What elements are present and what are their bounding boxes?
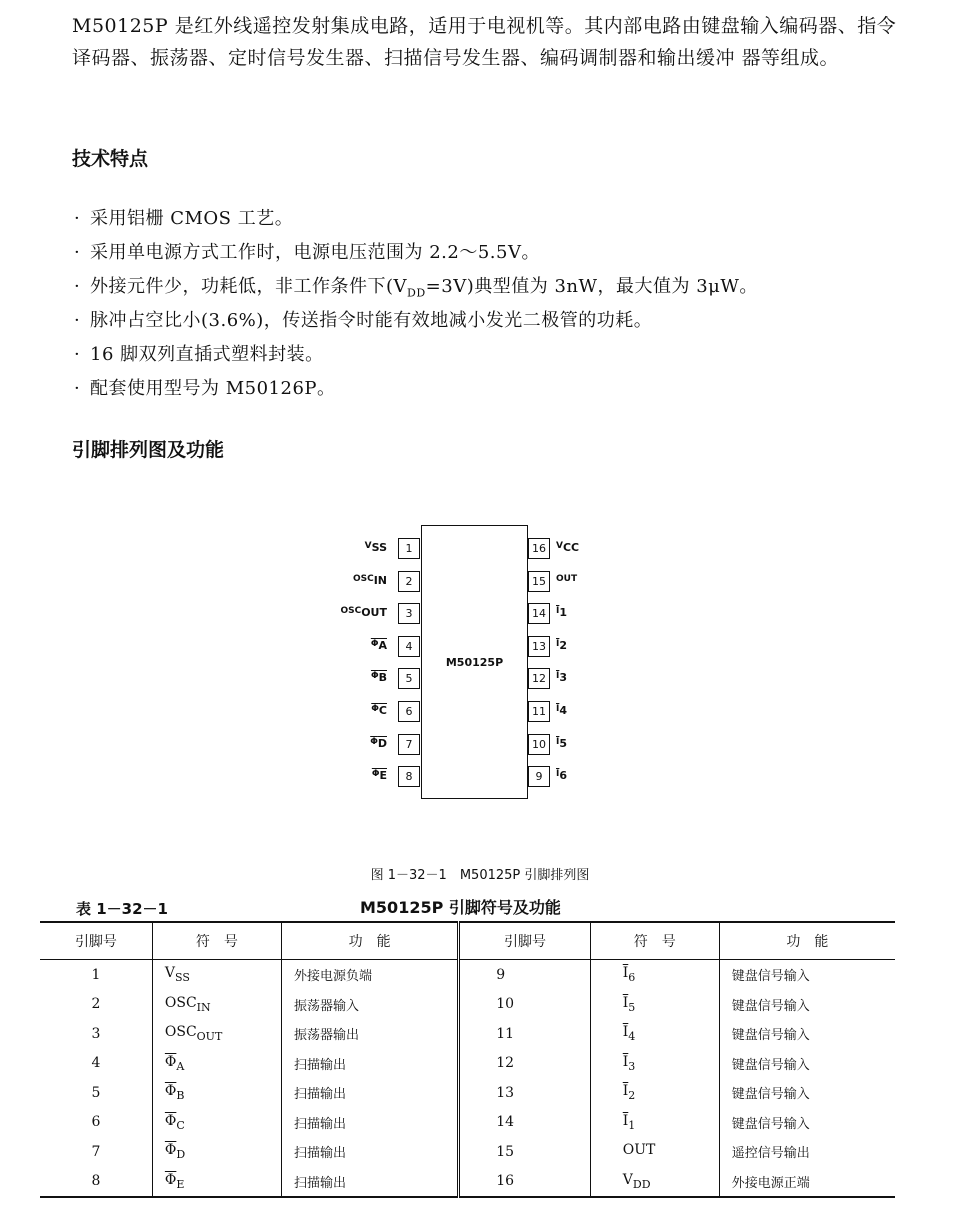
- pin-number-box: 12: [528, 668, 550, 689]
- pin-label: $V_{SS}$: [364, 541, 387, 554]
- cell-function-2: 键盘信号输入: [719, 960, 895, 990]
- intro-paragraph: M50125P 是红外线遥控发射集成电路，适用于电视机等。其内部电路由键盘输入编码器、指令译码器、振荡器、定时信号发生器、扫描信号发生器、编码调制器和输出缓冲 器等组成。: [72, 15, 897, 69]
- pin-number-box: 3: [398, 603, 420, 624]
- col-header-pin: 引脚号: [40, 922, 152, 960]
- cell-function-2: 键盘信号输入: [719, 990, 895, 1020]
- pin-number-box: 7: [398, 734, 420, 755]
- col-header-symbol-2: 符 号: [590, 922, 719, 960]
- feature-list: [74, 202, 758, 406]
- pin-number-box: 13: [528, 636, 550, 657]
- cell-function-2: 键盘信号输入: [719, 1108, 895, 1138]
- col-header-function: 功 能: [281, 922, 458, 960]
- cell-symbol: $\overline{\Phi}_B$: [152, 1078, 281, 1108]
- cell-function: 振荡器输出: [281, 1019, 458, 1049]
- pin-label: $OSC_{OUT}$: [340, 606, 387, 620]
- cell-symbol: $\overline{\Phi}_C$: [152, 1108, 281, 1138]
- cell-pin: 6: [91, 1114, 101, 1131]
- list-item: · 外接元件少，功耗低，非工作条件下$(V_{DD}=3V)$典型值为 3nW，最大值为 3μW。: [74, 276, 758, 300]
- cell-function-2: 外接电源正端: [719, 1167, 895, 1198]
- cell-symbol-2: $V_{DD}$: [590, 1167, 719, 1198]
- pin-label: $\overline{I}_1$: [556, 606, 568, 620]
- cell-function: 扫描输出: [281, 1049, 458, 1079]
- pin-number-box: 4: [398, 636, 420, 657]
- cell-pin-2: 12: [459, 1049, 591, 1079]
- pin-number-box: 16: [528, 538, 550, 559]
- pin-label: $\overline{I}_6$: [556, 769, 568, 783]
- cell-symbol: $V_{SS}$: [152, 960, 281, 990]
- cell-pin-2: 10: [459, 990, 591, 1020]
- cell-function: 扫描输出: [281, 1137, 458, 1167]
- table-number: 表 1－32－1: [76, 900, 168, 918]
- pin-number-box: 11: [528, 701, 550, 722]
- list-item: · 配套使用型号为 M50126P。: [74, 378, 336, 399]
- list-item: · 脉冲占空比小(3.6%)，传送指令时能有效地减小发光二极管的功耗。: [74, 310, 653, 331]
- list-item: · 采用单电源方式工作时，电源电压范围为 2.2～5.5V。: [74, 242, 540, 263]
- cell-symbol-2: $\overline{I}_4$: [590, 1019, 719, 1049]
- cell-function: 振荡器输入: [281, 990, 458, 1020]
- cell-pin: 7: [91, 1143, 101, 1160]
- table-row: [40, 990, 895, 1020]
- cell-symbol-2: OUT: [590, 1137, 719, 1167]
- cell-pin-2: 16: [459, 1167, 591, 1198]
- cell-pin: 2: [91, 996, 101, 1013]
- cell-pin-2: 13: [459, 1078, 591, 1108]
- cell-pin: 8: [40, 1167, 152, 1198]
- cell-function: 扫描输出: [281, 1108, 458, 1138]
- pin-number-box: 15: [528, 571, 550, 592]
- pin-label: $V_{CC}$: [556, 541, 580, 554]
- pin-label: $\overline{\Phi}_{\overline{C}}$: [371, 704, 387, 717]
- col-header-symbol: 符 号: [152, 922, 281, 960]
- table-title: M50125P 引脚符号及功能: [360, 898, 561, 917]
- col-header-pin-2: 引脚号: [459, 922, 591, 960]
- cell-symbol-2: $\overline{I}_1$: [590, 1108, 719, 1138]
- features-heading: 技术特点: [72, 148, 149, 170]
- table-row: [40, 960, 895, 990]
- pin-label: $\overline{I}_4$: [556, 704, 568, 717]
- list-item: · 采用铝栅 CMOS 工艺。: [74, 208, 294, 229]
- pin-number-box: 8: [398, 766, 420, 787]
- cell-function-2: 键盘信号输入: [719, 1078, 895, 1108]
- cell-symbol: $OSC_{IN}$: [152, 990, 281, 1020]
- cell-function-2: 遥控信号输出: [719, 1137, 895, 1167]
- pin-number-box: 1: [398, 538, 420, 559]
- list-item: · 16 脚双列直插式塑料封装。: [74, 344, 324, 365]
- col-header-function-2: 功 能: [719, 922, 895, 960]
- pin-label: $\overline{I}_2$: [556, 638, 568, 652]
- cell-symbol-2: $\overline{I}_2$: [590, 1078, 719, 1108]
- cell-symbol: $OSC_{OUT}$: [152, 1019, 281, 1049]
- table-row: [40, 1137, 895, 1167]
- cell-function: 扫描输出: [281, 1078, 458, 1108]
- cell-pin: 5: [91, 1084, 101, 1101]
- cell-symbol: $\overline{\Phi}_A$: [152, 1049, 281, 1079]
- cell-function: 外接电源负端: [281, 960, 458, 990]
- pin-number-box: 10: [528, 734, 550, 755]
- cell-pin: 3: [91, 1025, 101, 1042]
- cell-pin: 1: [91, 966, 101, 983]
- cell-symbol-2: $\overline{I}_5$: [590, 990, 719, 1020]
- pin-label: $\overline{I}_3$: [556, 671, 568, 685]
- pin-number-box: 5: [398, 668, 420, 689]
- pin-label: $\overline{\Phi}_{\overline{A}}$: [370, 638, 387, 652]
- table-row: [40, 1167, 895, 1198]
- pin-label: $\overline{\Phi}_{\overline{E}}$: [371, 769, 387, 783]
- table-row: [40, 1019, 895, 1049]
- chip-label: M50125P: [445, 656, 504, 669]
- cell-function: 扫描输出: [281, 1167, 458, 1198]
- cell-pin-2: 15: [459, 1137, 591, 1167]
- pin-number-box: 9: [528, 766, 550, 787]
- pin-label: $\overline{\Phi}_{\overline{D}}$: [370, 736, 387, 750]
- cell-pin: 4: [91, 1055, 101, 1072]
- table-row: [40, 1049, 895, 1079]
- cell-pin-2: 9: [459, 960, 591, 990]
- pin-label: OUT: [556, 573, 578, 584]
- pin-label: $OSC_{IN}$: [352, 573, 387, 587]
- table-row: [40, 1108, 895, 1138]
- pin-number-box: 2: [398, 571, 420, 592]
- table-row: [40, 1078, 895, 1108]
- ic-package: [421, 525, 528, 799]
- figure-caption: 图 1－32－1 M50125P 引脚排列图: [370, 868, 590, 883]
- pin-function-table: [40, 921, 895, 1198]
- cell-pin-2: 14: [459, 1108, 591, 1138]
- cell-function-2: 键盘信号输入: [719, 1049, 895, 1079]
- pinout-heading: 引脚排列图及功能: [72, 439, 225, 461]
- pin-label: $\overline{I}_5$: [556, 736, 568, 750]
- pin-number-box: 14: [528, 603, 550, 624]
- table-header-row: [40, 922, 895, 960]
- cell-symbol-2: $\overline{I}_3$: [590, 1049, 719, 1079]
- pin-label: $\overline{\Phi}_{\overline{B}}$: [370, 671, 387, 685]
- cell-symbol: $\overline{\Phi}_D$: [152, 1137, 281, 1167]
- cell-symbol-2: $\overline{I}_6$: [590, 960, 719, 990]
- cell-symbol: $\overline{\Phi}_E$: [152, 1167, 281, 1198]
- pin-number-box: 6: [398, 701, 420, 722]
- cell-function-2: 键盘信号输入: [719, 1019, 895, 1049]
- cell-pin-2: 11: [459, 1019, 591, 1049]
